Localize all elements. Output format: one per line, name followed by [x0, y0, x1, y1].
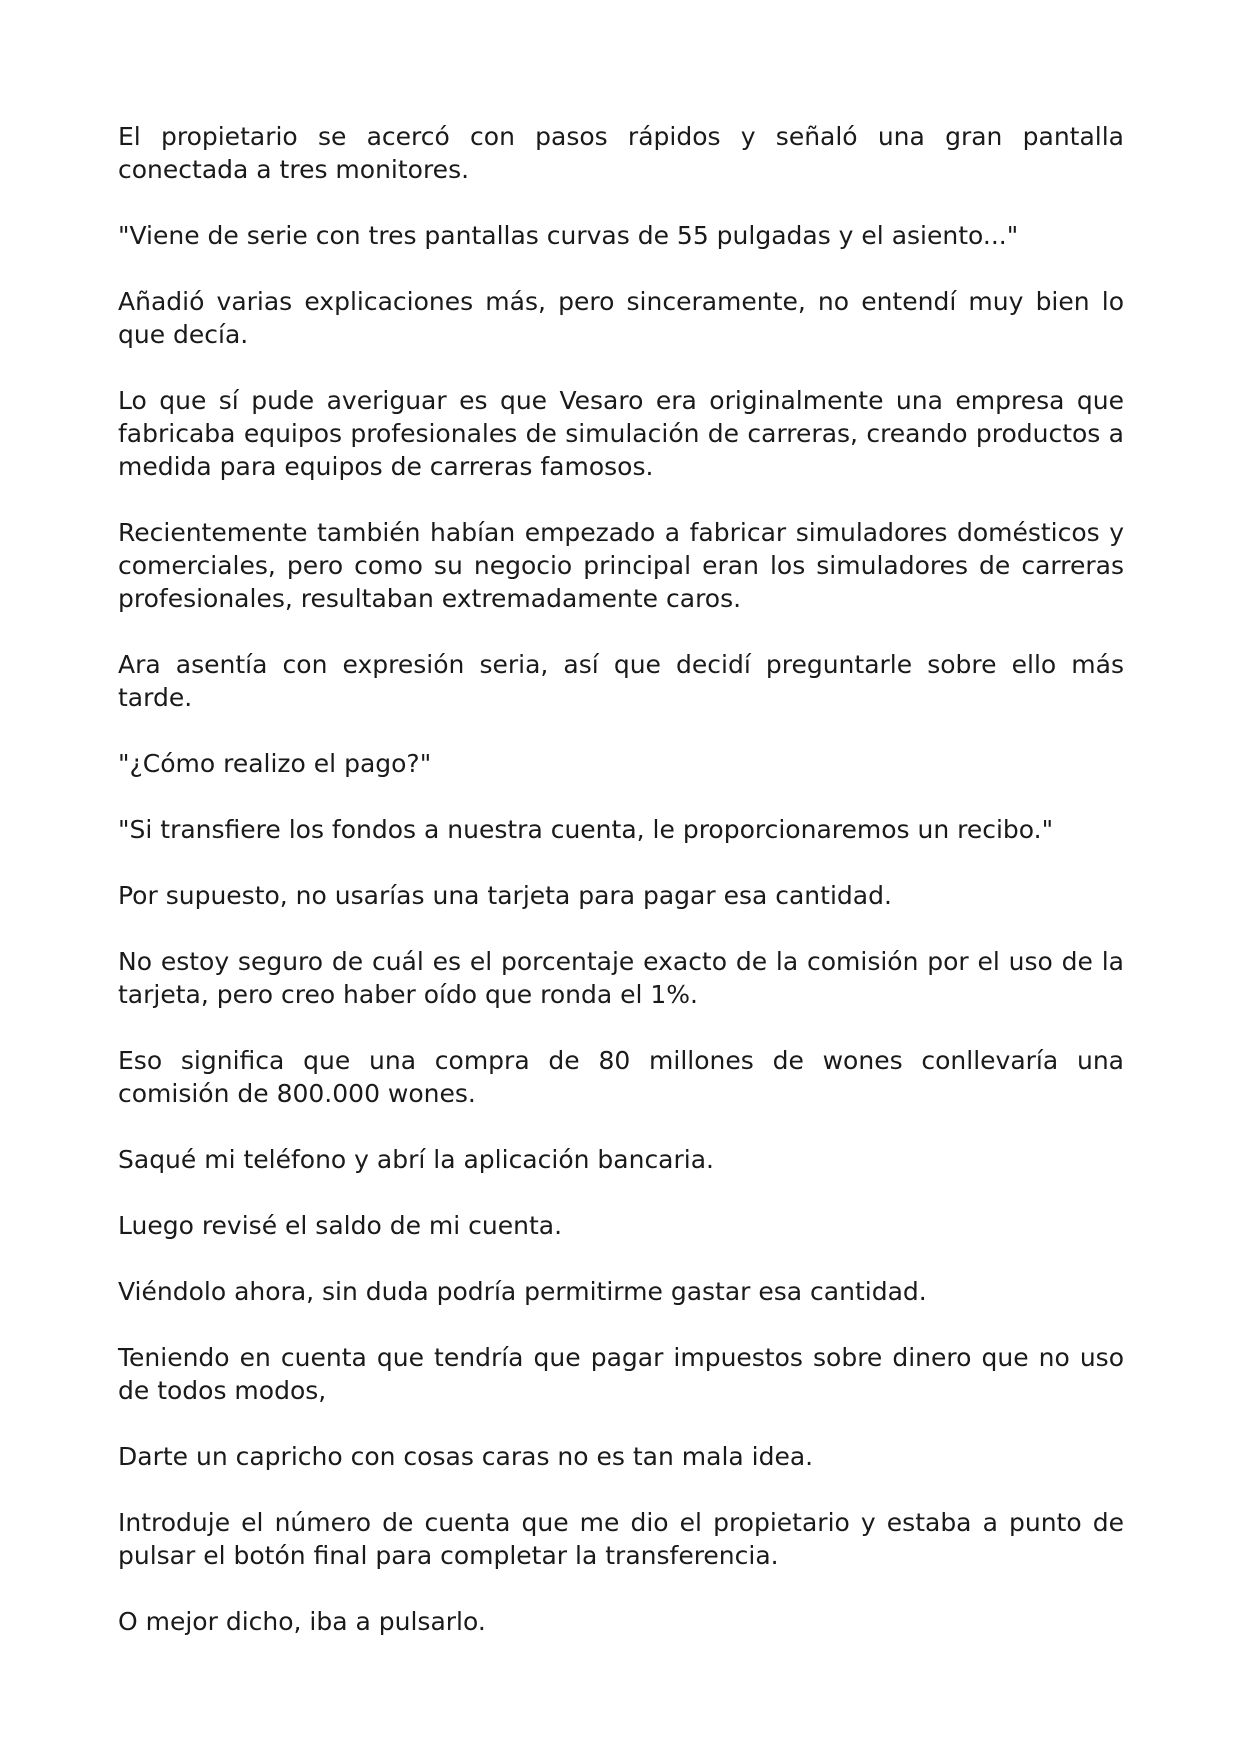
paragraph: No estoy seguro de cuál es el porcentaje exacto de la comisión por el uso de la tarjeta, pero creo haber oído que ronda el 1%. — [118, 947, 1124, 1009]
paragraph: Viéndolo ahora, sin duda podría permitirme gastar esa cantidad. — [118, 1277, 927, 1306]
paragraph: Ara asentía con expresión seria, así que decidí preguntarle sobre ello más tarde. — [118, 650, 1124, 712]
paragraph: "Viene de serie con tres pantallas curvas de 55 pulgadas y el asiento..." — [118, 221, 1019, 250]
paragraph: O mejor dicho, iba a pulsarlo. — [118, 1607, 486, 1636]
document-body — [118, 120, 1124, 1671]
paragraph: Por supuesto, no usarías una tarjeta para pagar esa cantidad. — [118, 881, 892, 910]
paragraph: Introduje el número de cuenta que me dio el propietario y estaba a punto de pulsar el botón final para completar la transferencia. — [118, 1508, 1124, 1570]
paragraph: "Si transfiere los fondos a nuestra cuenta, le proporcionaremos un recibo." — [118, 815, 1054, 844]
paragraph: Lo que sí pude averiguar es que Vesaro era originalmente una empresa que fabricaba equipos profesionales de simulación de carreras, creando productos a medida para equipos de carreras famosos. — [118, 386, 1124, 481]
paragraph: Saqué mi teléfono y abrí la aplicación bancaria. — [118, 1145, 714, 1174]
paragraph: Recientemente también habían empezado a fabricar simuladores domésticos y comerciales, pero como su negocio principal eran los simuladores de carreras profesionales, resultaban extremadamente caros. — [118, 518, 1124, 613]
paragraph: El propietario se acercó con pasos rápidos y señaló una gran pantalla conectada a tres monitores. — [118, 122, 1124, 184]
paragraph: Eso significa que una compra de 80 millones de wones conllevaría una comisión de 800.000 wones. — [118, 1046, 1124, 1108]
paragraph: "¿Cómo realizo el pago?" — [118, 749, 432, 778]
paragraph: Darte un capricho con cosas caras no es tan mala idea. — [118, 1442, 814, 1471]
paragraph: Teniendo en cuenta que tendría que pagar impuestos sobre dinero que no uso de todos modos, — [118, 1343, 1124, 1405]
paragraph: Añadió varias explicaciones más, pero sinceramente, no entendí muy bien lo que decía. — [118, 287, 1124, 349]
paragraph: Luego revisé el saldo de mi cuenta. — [118, 1211, 563, 1240]
